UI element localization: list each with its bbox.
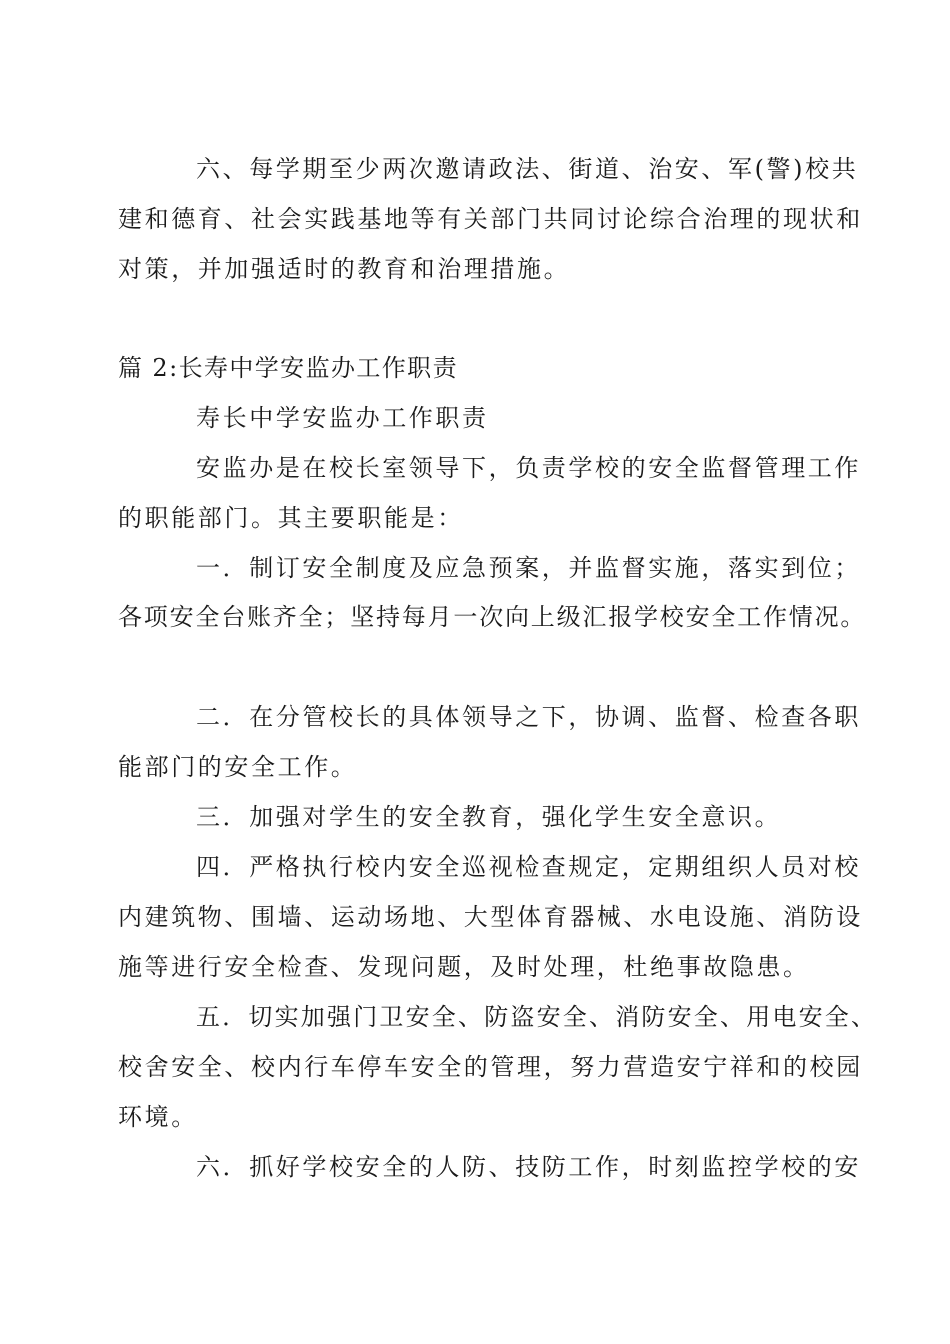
text-line: 六．抓好学校安全的人防、技防工作，时刻监控学校的安	[196, 1153, 861, 1181]
text-line: 四．严格执行校内安全巡视检查规定，定期组织人员对校	[196, 853, 861, 881]
text-line: 对策，并加强适时的教育和治理措施。	[118, 255, 571, 283]
text-line: 三．加强对学生的安全教育，强化学生安全意识。	[196, 803, 782, 831]
text-line: 五．切实加强门卫安全、防盗安全、消防安全、用电安全、	[196, 1003, 878, 1031]
text-line: 校舍安全、校内行车停车安全的管理，努力营造安宁祥和的校园	[118, 1053, 863, 1081]
text-line: 内建筑物、围墙、运动场地、大型体育器械、水电设施、消防设	[118, 903, 863, 931]
text-line: 一．制订安全制度及应急预案，并监督实施，落实到位；	[196, 554, 861, 582]
text-line: 建和德育、社会实践基地等有关部门共同讨论综合治理的现状和	[118, 205, 863, 233]
text-line: 施等进行安全检查、发现问题，及时处理，杜绝事故隐患。	[118, 953, 810, 981]
text-line: 能部门的安全工作。	[118, 753, 358, 781]
text-line: 的职能部门。其主要职能是：	[118, 504, 464, 532]
text-line: 二．在分管校长的具体领导之下，协调、监督、检查各职	[196, 703, 861, 731]
text-line: 各项安全台账齐全；坚持每月一次向上级汇报学校安全工作情况。	[118, 603, 867, 631]
text-line: 六、每学期至少两次邀请政法、街道、治安、军(警)校共	[196, 155, 859, 183]
section-heading: 篇 2:长寿中学安监办工作职责	[118, 354, 458, 382]
text-line: 环境。	[118, 1103, 198, 1131]
section-subtitle: 寿长中学安监办工作职责	[196, 404, 489, 432]
text-line: 安监办是在校长室领导下，负责学校的安全监督管理工作	[196, 454, 861, 482]
